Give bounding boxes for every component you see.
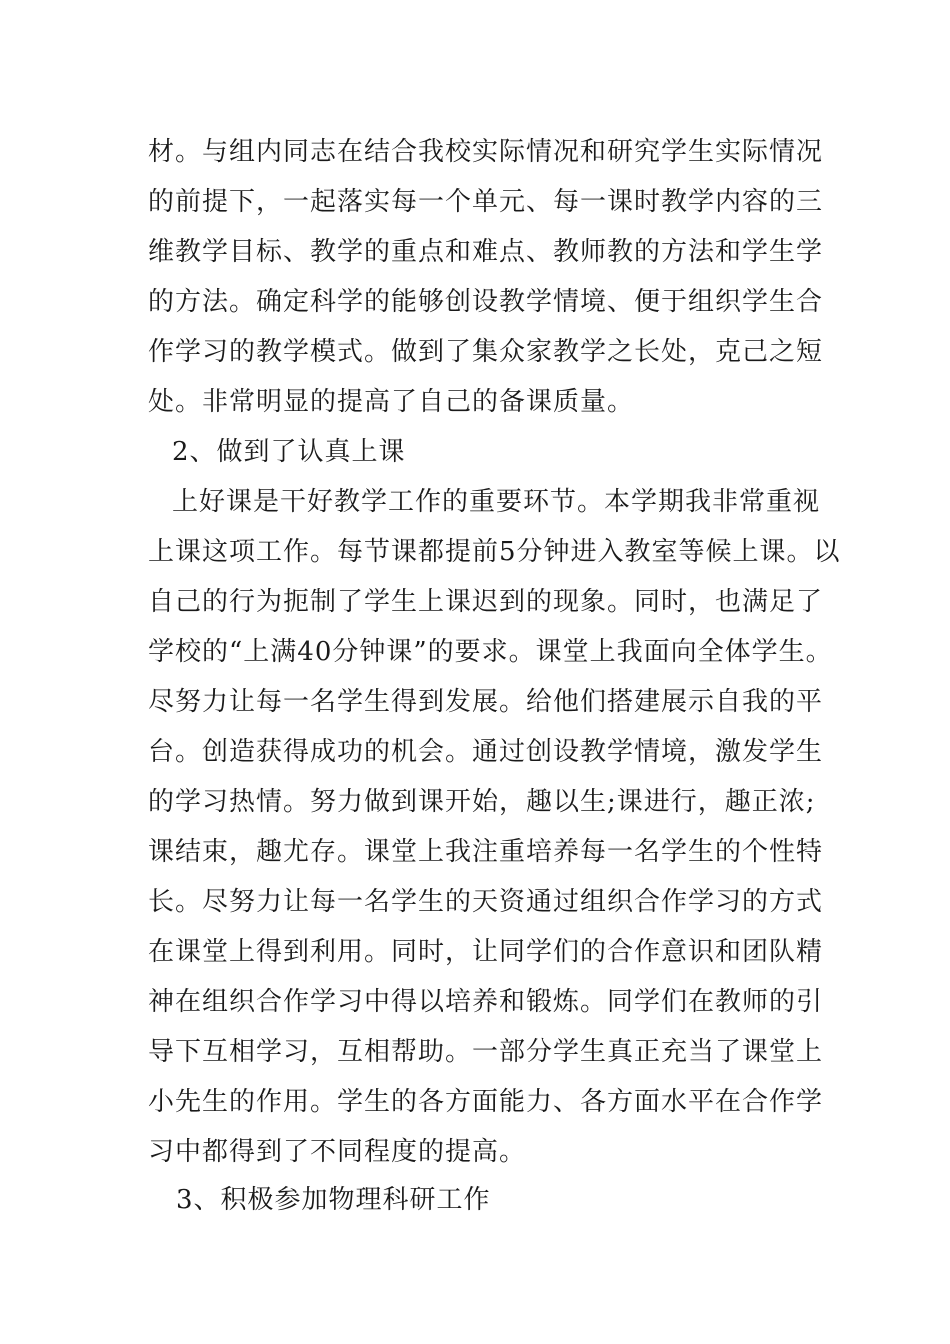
text-line: 台。创造获得成功的机会。通过创设教学情境，激发学生 [148,737,824,767]
text-line: 处。非常明显的提高了自己的备课质量。 [148,387,635,417]
text-line: 在课堂上得到利用。同时，让同学们的合作意识和团队精 [148,937,824,967]
text-line: 尽努力让每一名学生得到发展。给他们搭建展示自我的平 [148,687,824,717]
text-line: 的前提下，一起落实每一个单元、每一课时教学内容的三 [148,187,824,217]
text-line: 上好课是干好教学工作的重要环节。本学期我非常重视 [172,487,821,517]
text-line: 作学习的教学模式。做到了集众家教学之长处，克己之短 [148,337,824,367]
text-line: 维教学目标、教学的重点和难点、教师教的方法和学生学 [148,237,824,267]
text-line: 上课这项工作。每节课都提前5分钟进入教室等候上课。以 [148,537,841,567]
text-line: 的方法。确定科学的能够创设教学情境、便于组织学生合 [148,287,824,317]
section-heading: 2、做到了认真上课 [172,437,406,467]
section-heading: 3、积极参加物理科研工作 [176,1185,491,1215]
text-line: 自己的行为扼制了学生上课迟到的现象。同时，也满足了 [148,587,824,617]
text-line: 神在组织合作学习中得以培养和锻炼。同学们在教师的引 [148,987,824,1017]
text-line: 导下互相学习，互相帮助。一部分学生真正充当了课堂上 [148,1037,824,1067]
text-line: 习中都得到了不同程度的提高。 [148,1137,527,1167]
text-line: 长。尽努力让每一名学生的天资通过组织合作学习的方式 [148,887,824,917]
text-line: 的学习热情。努力做到课开始，趣以生;课进行，趣正浓; [148,787,816,817]
text-line: 材。与组内同志在结合我校实际情况和研究学生实际情况 [148,137,824,167]
text-line: 小先生的作用。学生的各方面能力、各方面水平在合作学 [148,1087,824,1117]
text-line: 学校的“上满40分钟课”的要求。课堂上我面向全体学生。 [148,637,833,667]
text-line: 课结束，趣尤存。课堂上我注重培养每一名学生的个性特 [148,837,824,867]
